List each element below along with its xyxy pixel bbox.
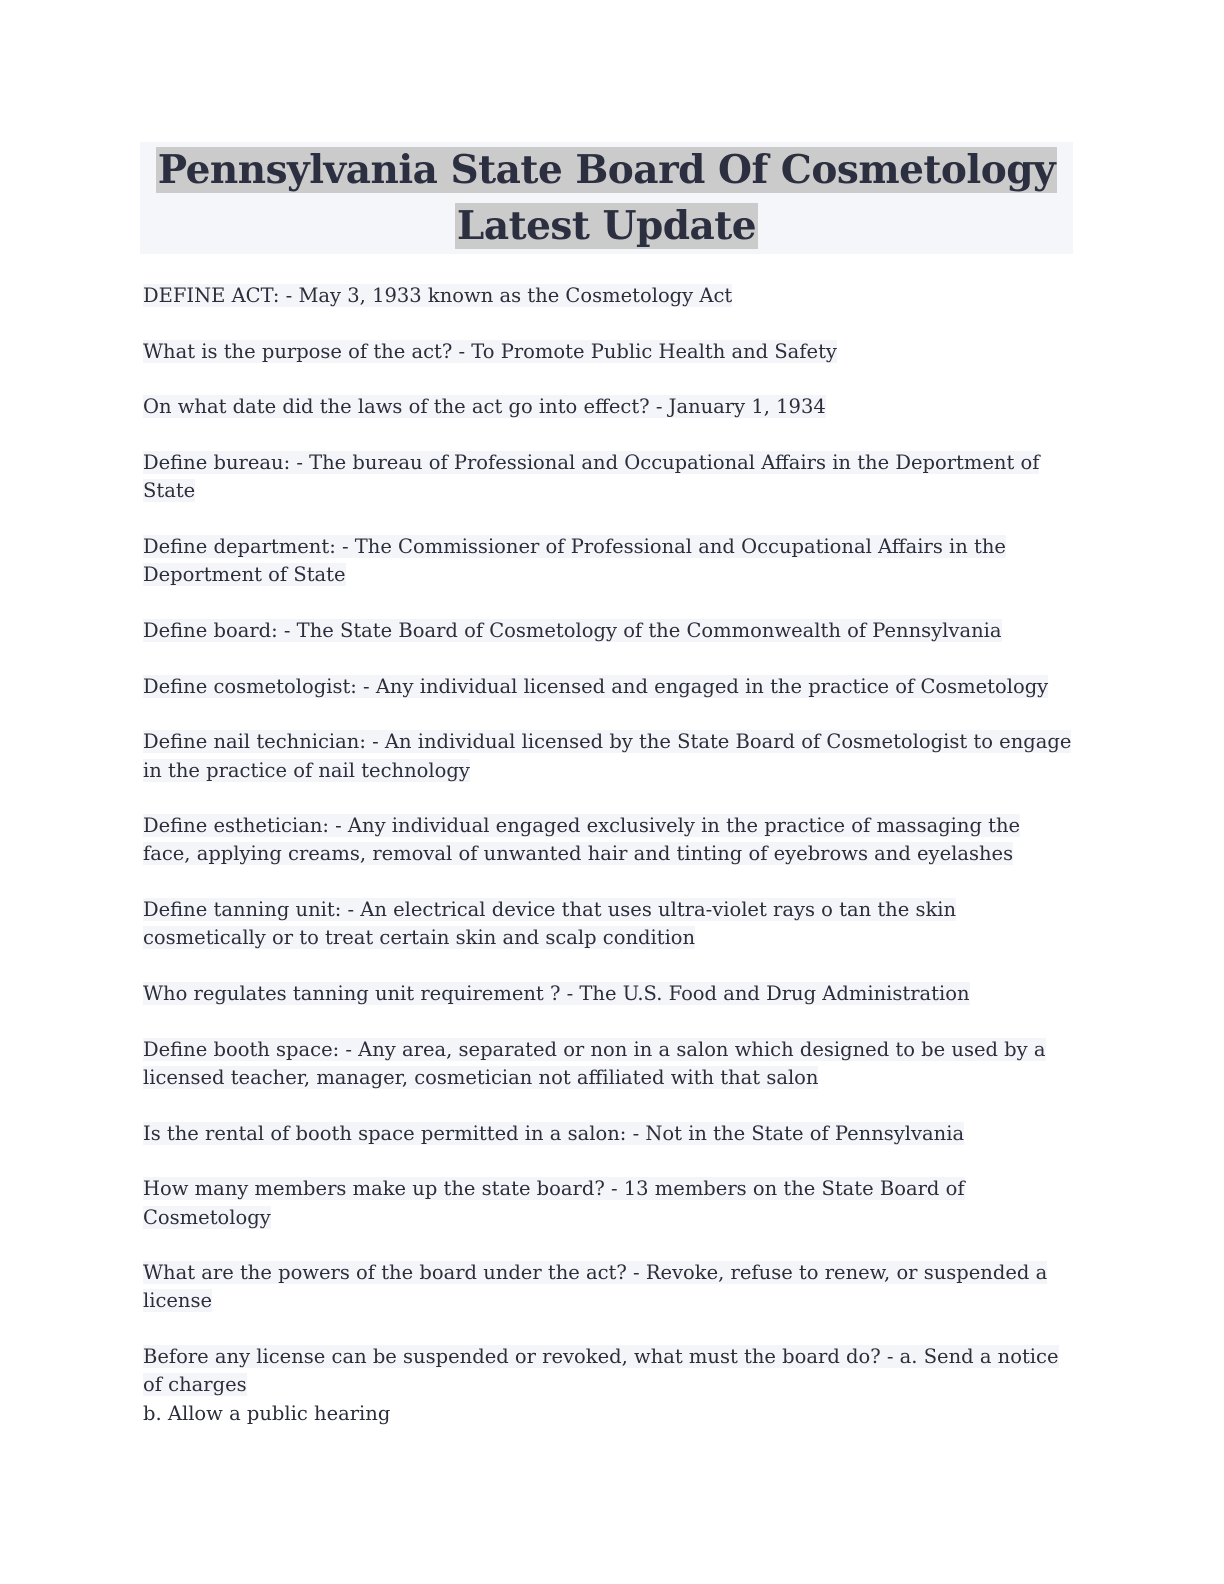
- qa-entry: Is the rental of booth space permitted in a salon: - Not in the State of Pennsylvania: [143, 1121, 965, 1145]
- qa-entry: Before any license can be suspended or revoked, what must the board do? - a. Send a notice of charges b. Allow a public hearing: [143, 1343, 1073, 1428]
- document-title: [140, 142, 1073, 254]
- qa-entry: Define booth space: - Any area, separated or non in a salon which designed to be used by a licensed teacher, manager, cosmetician not affiliated with that salon: [143, 1037, 1046, 1089]
- qa-list: [143, 282, 1073, 1455]
- qa-entry: Define tanning unit: - An electrical device that uses ultra-violet rays o tan the skin cosmetically or to treat certain skin and scalp condition: [143, 898, 957, 950]
- qa-entry: What is the purpose of the act? - To Promote Public Health and Safety: [143, 339, 837, 363]
- qa-entry: What are the powers of the board under the act? - Revoke, refuse to renew, or suspended a license: [143, 1261, 1048, 1313]
- qa-entry: DEFINE ACT: - May 3, 1933 known as the Cosmetology Act: [143, 284, 733, 307]
- qa-entry: Who regulates tanning unit requirement ? - The U.S. Food and Drug Administration: [143, 982, 970, 1006]
- qa-entry: Define department: - The Commissioner of Professional and Occupational Affairs in the Deportment of State: [143, 535, 1006, 587]
- qa-entry: Define esthetician: - Any individual engaged exclusively in the practice of massaging the face, applying creams, removal of unwanted hair and tinting of eyebrows and eyelashes: [143, 814, 1021, 866]
- qa-entry: How many members make up the state board? - 13 members on the State Board of Cosmetology: [143, 1177, 965, 1229]
- qa-entry: Define bureau: - The bureau of Professional and Occupational Affairs in the Deportment of State: [143, 451, 1040, 503]
- qa-entry: On what date did the laws of the act go into effect? - January 1, 1934: [143, 395, 826, 419]
- qa-entry: Define cosmetologist: - Any individual licensed and engaged in the practice of Cosmetology: [143, 674, 1049, 698]
- title-line-2: Latest Update: [456, 203, 757, 249]
- qa-entry-continuation: b. Allow a public hearing: [143, 1401, 391, 1425]
- title-line-1: Pennsylvania State Board Of Cosmetology: [157, 147, 1056, 193]
- qa-entry: Define nail technician: - An individual licensed by the State Board of Cosmetologist to engage in the practice of nail technology: [143, 730, 1072, 782]
- qa-entry: Define board: - The State Board of Cosmetology of the Commonwealth of Pennsylvania: [143, 618, 1002, 642]
